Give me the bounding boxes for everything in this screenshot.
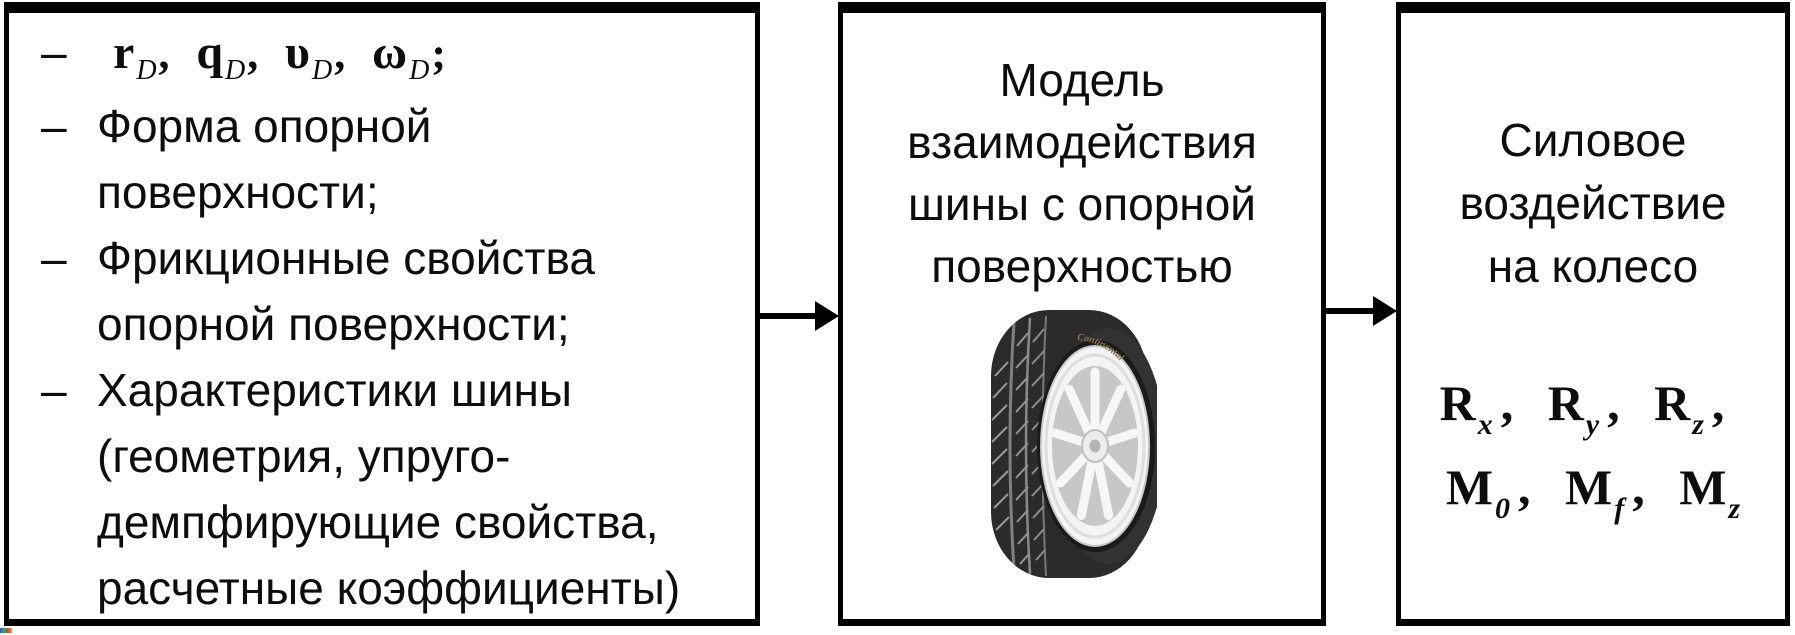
tire-photo bbox=[989, 306, 1157, 582]
inputs-list bbox=[9, 13, 755, 621]
list-item-friction-properties: – Фрикционные свойства опорной поверхности; bbox=[9, 225, 751, 357]
bullet-dash: – bbox=[41, 100, 67, 152]
math-var-Mf: Mf bbox=[1565, 459, 1625, 525]
model-box bbox=[838, 2, 1326, 626]
arrow-head-icon bbox=[815, 301, 839, 331]
forces-formula: Rx , Ry , Rz , bbox=[1439, 375, 1725, 441]
math-var-r: rD bbox=[113, 26, 157, 86]
math-var-Rx: Rx bbox=[1439, 375, 1493, 441]
math-var-Ry: Ry bbox=[1547, 375, 1600, 441]
moments-formula: M0 , Mf , Mz bbox=[1445, 459, 1741, 525]
output-box bbox=[1396, 2, 1790, 626]
list-item-tire-characteristics: – Характеристики шины (геометрия, упруго- демпфирующие свойства, расчетные коэффициенты) bbox=[9, 357, 751, 621]
math-var-M0: M0 bbox=[1445, 459, 1511, 525]
model-box-title: Модель взаимодействия шины с опорной поверхностью bbox=[907, 54, 1257, 292]
tire-brand-text: Continental bbox=[1076, 331, 1126, 364]
output-box-title: Силовое воздействие на колесо bbox=[1459, 114, 1727, 292]
list-item-kinematic-params: – rD, qD, υD, ωD; bbox=[9, 19, 751, 93]
bullet-dash: – bbox=[41, 364, 67, 416]
arrow-head-icon bbox=[1373, 296, 1397, 326]
math-var-Rz: Rz bbox=[1654, 375, 1704, 441]
arrow-shaft bbox=[1326, 308, 1376, 314]
bullet-dash: – bbox=[41, 232, 67, 284]
arrow-shaft bbox=[760, 313, 818, 319]
math-var-upsilon: υD bbox=[285, 26, 333, 86]
list-item-surface-shape: – Форма опорной поверхности; bbox=[9, 93, 751, 225]
math-var-omega: ωD bbox=[371, 26, 430, 86]
math-var-q: qD bbox=[196, 26, 246, 86]
scan-artifact bbox=[0, 628, 12, 633]
math-var-Mz: Mz bbox=[1679, 459, 1741, 525]
inputs-box bbox=[4, 2, 760, 626]
bullet-dash: – bbox=[41, 26, 67, 78]
